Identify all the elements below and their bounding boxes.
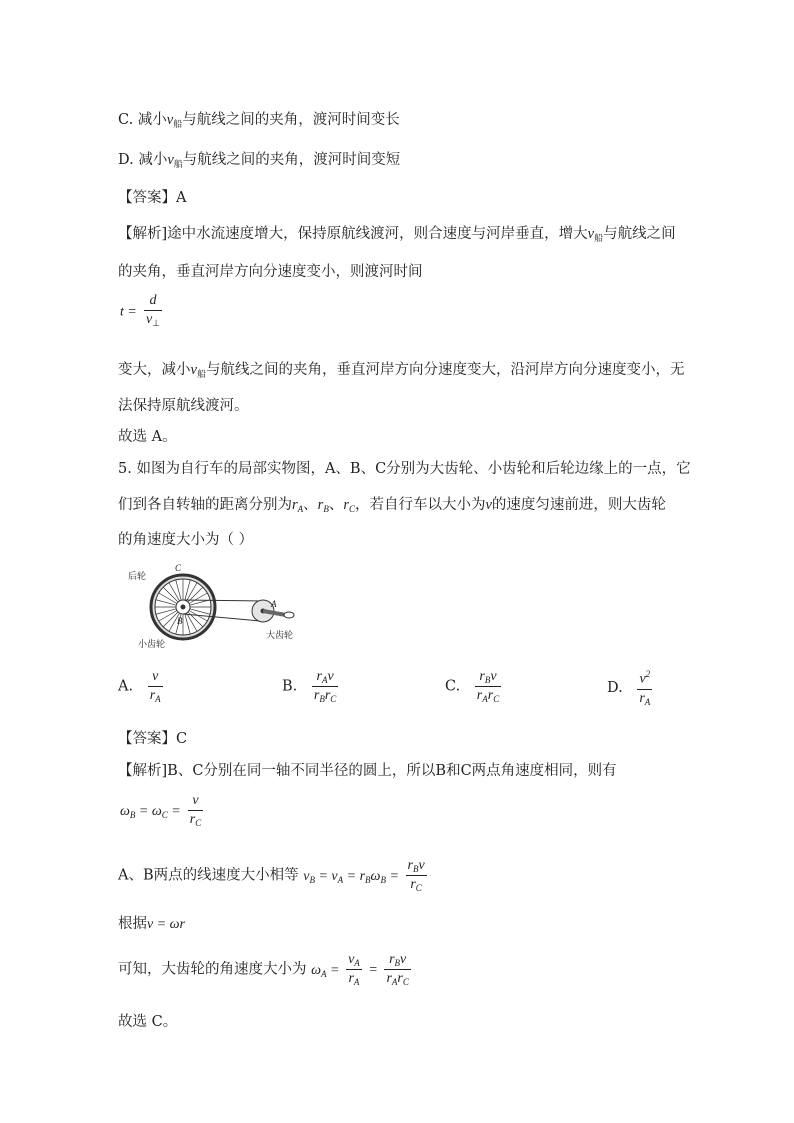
fraction: [144, 293, 162, 329]
analysis-4-line1: [118, 222, 676, 244]
answer-value: A: [176, 190, 187, 206]
den-v: v: [145, 312, 153, 327]
formula-lhs: t =: [120, 304, 137, 320]
option-a: [118, 669, 165, 704]
question-text: ，若自行车以大小为: [354, 497, 486, 513]
denominator: $r_Ar_C$: [476, 688, 500, 704]
analysis-text: B、C分别在同一轴不同半径的圆上，所以B和C两点角速度相同，则有: [167, 763, 617, 779]
v-symbol: v: [190, 362, 197, 378]
analysis-text: 可知，大齿轮的角速度大小为: [118, 961, 307, 978]
analysis-4-line2: 的夹角，垂直河岸方向分速度变小，则渡河时间: [118, 264, 423, 280]
numerator: d: [144, 293, 162, 311]
sub-a: A: [297, 504, 304, 514]
sub-b: B: [323, 504, 329, 514]
v-symbol: v: [485, 497, 492, 513]
option-c-rest: 与航线之间的夹角，渡河时间变长: [182, 112, 400, 128]
option-letter: D.: [607, 679, 623, 696]
analysis-text: 与航线之间: [603, 226, 676, 242]
option-c: [445, 669, 503, 704]
denominator: $r_A$: [149, 688, 161, 704]
label-big-gear: 大齿轮: [266, 631, 294, 641]
option-b-fraction: [312, 669, 338, 704]
answer-4: [118, 186, 186, 207]
formula-v-omega-r: v = ωr: [147, 917, 185, 932]
formula-omega-a: $\omega_A$ =: [311, 962, 340, 979]
question-5-line2: 们到各自转轴的距离分别为$r_A$、$r_B$、$r_C$，若自行车以大小为v的速度匀速前进，则大齿轮: [118, 497, 666, 514]
v-symbol: v: [167, 152, 174, 168]
bicycle-figure: [118, 560, 308, 655]
analysis-5-conclusion: 故选 C。: [118, 1014, 178, 1030]
r-symbol: r: [292, 497, 298, 513]
option-letter: A.: [118, 678, 134, 695]
analysis-5-line2: [118, 858, 429, 893]
formula-vb: $v_B = v_A = r_B\omega_B$ =: [303, 868, 399, 885]
option-d-prev: [118, 148, 400, 170]
denominator: [144, 311, 162, 329]
option-d-prefix: D. 减小: [118, 152, 168, 168]
answer-label: 【答案】: [118, 731, 176, 747]
option-d-rest: 与航线之间的夹角，渡河时间变短: [182, 152, 401, 168]
question-text: 们到各自转轴的距离分别为: [118, 497, 292, 513]
numerator: $r_Bv$: [475, 669, 501, 687]
denominator: $r_A$: [639, 690, 651, 707]
numerator: v: [148, 669, 163, 687]
option-c-prev: [118, 108, 400, 130]
analysis-4-conclusion: 故选 A。: [118, 429, 177, 445]
option-c-prefix: C. 减小: [118, 112, 167, 128]
analysis-4-line4: 法保持原航线渡河。: [118, 398, 249, 414]
bicycle-drawing: [118, 560, 308, 655]
analysis-text: 与航线之间的夹角，垂直河岸方向分速度变大，沿河岸方向分速度变小，无: [205, 362, 685, 378]
v-symbol: v: [166, 112, 174, 128]
analysis-text: 变大，减小: [118, 362, 191, 378]
analysis-5-line4: 可知，大齿轮的角速度大小为 $\omega_A$ = $\frac{v_A}{r_A}$ = $\frac{r_Bv}{r_Ar_C}$: [118, 952, 409, 987]
fraction: $\frac{r_Bv}{r_Ar_C}$: [386, 952, 409, 987]
den-sub: ⊥: [152, 318, 160, 328]
option-b: [282, 669, 340, 704]
question-5-line3: 的角速度大小为（ ）: [118, 532, 254, 548]
numerator: $r_Av$: [312, 669, 338, 687]
answer-label: 【答案】: [118, 190, 176, 206]
analysis-4-line3: [118, 358, 684, 380]
point-b-label: B: [177, 616, 183, 626]
sub-c: C: [348, 504, 355, 514]
formula-t: [120, 293, 164, 329]
point-c-label: C: [175, 563, 182, 573]
denominator: $r_Br_C$: [313, 688, 337, 704]
answer-5: [118, 727, 187, 748]
question-text: 的速度匀速前进，则大齿轮: [491, 497, 666, 513]
option-d-fraction: [637, 669, 652, 707]
option-a-fraction: [148, 669, 163, 704]
analysis-5-line1: [118, 759, 617, 780]
v-subscript: 船: [173, 120, 183, 130]
analysis-label: 【解析]: [118, 763, 168, 779]
v-symbol: v: [587, 226, 595, 242]
numerator: $v^2$: [637, 669, 652, 690]
answer-value: C: [176, 731, 188, 747]
r-symbol: r: [343, 497, 349, 513]
fraction: $\frac{v_A}{r_A}$: [348, 952, 360, 987]
option-d: [607, 669, 654, 707]
analysis-text: A、B两点的线速度大小相等: [118, 867, 299, 884]
fraction: $\frac{r_Bv}{r_C}$: [407, 858, 425, 893]
label-small-gear: 小齿轮: [138, 640, 166, 650]
option-c-fraction: [475, 669, 501, 704]
label-rear-wheel: 后轮: [128, 572, 147, 582]
option-letter: B.: [282, 678, 298, 695]
v-subscript: 船: [173, 160, 183, 170]
question-5-line1: 5. 如图为自行车的局部实物图，A、B、C分别为大齿轮、小齿轮和后轮边缘上的一点，它: [118, 461, 691, 477]
analysis-label: 【解析]: [118, 226, 168, 242]
r-symbol: r: [317, 497, 324, 513]
analysis-5-line3: [118, 912, 185, 933]
analysis-text: 途中水流速度增大，保持原航线渡河，则合速度与河岸垂直，增大: [167, 226, 588, 242]
formula-omega-bc: [120, 793, 205, 828]
v-subscript: 船: [594, 234, 604, 244]
fraction: $\frac{v}{r_C}$: [189, 793, 202, 828]
option-letter: C.: [445, 678, 461, 695]
point-a-label: A: [271, 599, 277, 609]
analysis-text: 根据: [118, 916, 147, 932]
v-subscript: 船: [196, 370, 206, 380]
formula-lhs: $\omega_B = \omega_C$ =: [120, 804, 181, 820]
